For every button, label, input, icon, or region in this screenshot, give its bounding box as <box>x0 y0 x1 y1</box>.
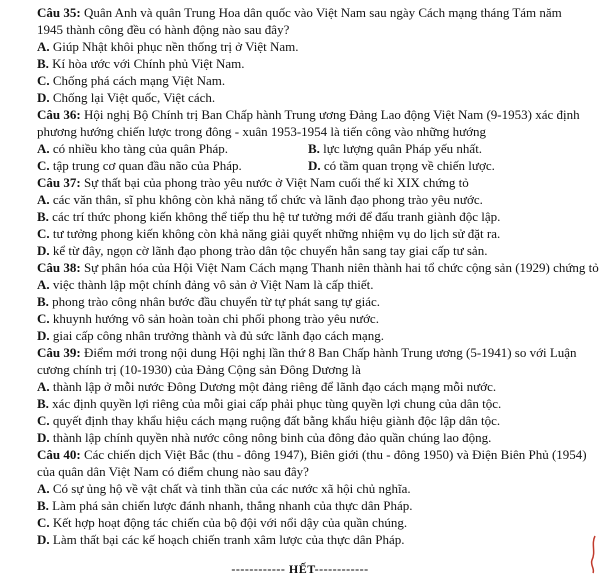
question-37-option-c: C. tư tưởng phong kiến không còn khả năng giải quyết những nhiệm vụ do lịch sử đặt ra. <box>37 226 501 241</box>
question-40-option-b: B. Làm phá sản chiến lược đánh nhanh, thắng nhanh của thực dân Pháp. <box>37 498 413 513</box>
question-39-option-c: C. quyết định thay khẩu hiệu cách mạng ruộng đất bằng khẩu hiệu giành độc lập dân tộc. <box>37 413 501 428</box>
question-35-label: Câu 35: <box>37 5 81 20</box>
question-37-option-b: B. các trí thức phong kiến không thể tiếp thu hệ tư tưởng mới để đấu tranh giành độc lập. <box>37 209 501 224</box>
question-40-option-c: C. Kết hợp hoạt động tác chiến của bộ đội với nổi dậy của quần chúng. <box>37 515 408 530</box>
question-39-option-d: D. thành lập chính quyền nhà nước công nông binh của đông đảo quần chúng lao động. <box>37 430 492 445</box>
question-35-stem-line-1 <box>37 4 562 21</box>
question-36-option-a: A. có nhiều kho tàng của quân Pháp. <box>37 141 228 156</box>
question-39-stem-line-1: Câu 39: Điểm mới trong nội dung Hội nghị lần thứ 8 Ban Chấp hành Trung ương (5-1941) so với Luận <box>37 345 577 360</box>
question-37-stem-line-1: Câu 37: Sự thất bại của phong trào yêu nước ở Việt Nam cuối thế kỉ XIX chứng tỏ <box>37 175 469 190</box>
question-40-option-d: D. Làm thất bại các kế hoạch chiến tranh xâm lược của thực dân Pháp. <box>37 532 405 547</box>
question-35-stem-text-1: Quân Anh và quân Trung Hoa dân quốc vào Việt Nam sau ngày Cách mạng tháng Tám năm <box>83 5 562 20</box>
question-39-label: Câu 39: <box>37 345 81 360</box>
question-40-stem-line-1: Câu 40: Các chiến dịch Việt Bắc (thu - đông 1947), Biên giới (thu - đông 1950) và Điện Biên Phủ (1954) <box>37 447 587 462</box>
question-35-stem-line-2: 1945 thành công đều có hành động nào sau đây? <box>37 22 290 37</box>
question-37-label: Câu 37: <box>37 175 81 190</box>
question-39-option-b: B. xác định quyền lợi riêng của mỗi giai cấp phải phục tùng quyền lợi chung của dân tộc. <box>37 396 502 411</box>
question-36-label: Câu 36: <box>37 107 81 122</box>
question-40-stem-line-2: của quân dân Việt Nam có điểm chung nào sau đây? <box>37 464 309 479</box>
question-40-label: Câu 40: <box>37 447 81 462</box>
question-37-option-a: A. các văn thân, sĩ phu không còn khả năng tổ chức và lãnh đạo phong trào yêu nước. <box>37 192 483 207</box>
question-37-option-d: D. kể từ đây, ngọn cờ lãnh đạo phong trào dân tộc chuyển hẳn sang tay giai cấp tư sản. <box>37 243 488 258</box>
end-marker: ------------ HẾT------------ <box>231 562 369 576</box>
question-38-option-d: D. giai cấp công nhân trưởng thành và đủ sức lãnh đạo cách mạng. <box>37 328 384 343</box>
question-35-option-d: D. Chống lại Việt quốc, Việt cách. <box>37 90 216 105</box>
question-38-label: Câu 38: <box>37 260 81 275</box>
question-36-option-b: B. lực lượng quân Pháp yếu nhất. <box>308 141 483 156</box>
question-38-option-c: C. khuynh hướng vô sản hoàn toàn chi phối phong trào yêu nước. <box>37 311 379 326</box>
red-pen-mark <box>589 534 597 574</box>
question-39-stem-line-2: cương chính trị (10-1930) của Đảng Cộng sản Đông Dương là <box>37 362 361 377</box>
question-35-option-b: B. Kí hòa ước với Chính phủ Việt Nam. <box>37 56 245 71</box>
question-38-option-a: A. việc thành lập một chính đảng vô sản ở Việt Nam là cấp thiết. <box>37 277 374 292</box>
question-36-stem-line-2: phương hướng chiến lược trong đông - xuân 1953-1954 là tiến công vào những hướng <box>37 124 487 139</box>
question-39-option-a: A. thành lập ở mỗi nước Đông Dương một đảng riêng để lãnh đạo cách mạng mỗi nước. <box>37 379 497 394</box>
question-38-stem-line-1: Câu 38: Sự phân hóa của Hội Việt Nam Cách mạng Thanh niên thành hai tổ chức cộng sản (1929) chứng tỏ <box>37 260 599 275</box>
question-35-option-a: A. Giúp Nhật khôi phục nền thống trị ở Việt Nam. <box>37 39 299 54</box>
question-36-option-d: D. có tầm quan trọng về chiến lược. <box>308 158 495 173</box>
question-38-option-b: B. phong trào công nhân bước đầu chuyển từ tự phát sang tự giác. <box>37 294 381 309</box>
question-35-option-c: C. Chống phá cách mạng Việt Nam. <box>37 73 226 88</box>
question-40-option-a: A. Có sự ủng hộ về vật chất và tinh thần của các nước xã hội chủ nghĩa. <box>37 481 411 496</box>
question-36-option-c: C. tập trung cơ quan đầu não của Pháp. <box>37 158 242 173</box>
question-36-stem-line-1: Câu 36: Hội nghị Bộ Chính trị Ban Chấp hành Trung ương Đảng Lao động Việt Nam (9-1953) xác định <box>37 107 580 122</box>
